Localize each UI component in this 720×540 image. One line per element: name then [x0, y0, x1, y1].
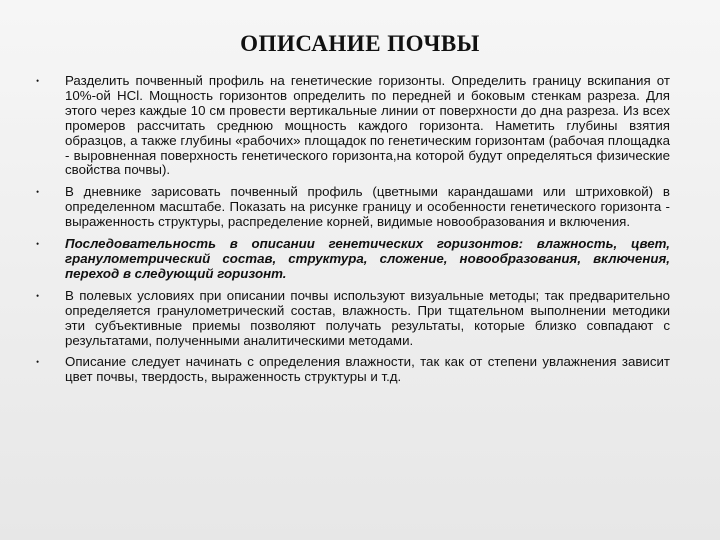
list-item-text: В полевых условиях при описании почвы используют визуальные методы; так предварительно определяется гранулометрический состав, влажность. При тщательном выполнении методики эти субъективные приемы позволяют получать результаты, которые близко совпадают с результатами, полученными аналитическими методами.: [65, 287, 670, 348]
slide-title: ОПИСАНИЕ ПОЧВЫ: [240, 31, 480, 56]
list-item-text: Описание следует начинать с определения влажности, так как от степени увлажнения зависит цвет почвы, твердость, выраженность структуры и т.д.: [65, 354, 670, 385]
bullet-icon: •: [36, 187, 40, 198]
bullet-icon: •: [36, 239, 40, 250]
list-item: [36, 237, 670, 282]
bullet-icon: •: [36, 76, 40, 86]
list-item-text: Разделить почвенный профиль на генетические горизонты. Определить границу вскипания от 10%-ой HCl. Мощность горизонтов определить по передней и боковым стенкам разреза. Для этого через каждые 10 см провести вертикальные линии от поверхности до дна разреза. Из всех промеров рассчитать среднюю мощность каждого горизонта. Наметить глубины взятия образцов, а также глубины «рабочих» площадок по генетическим горизонтам (рабочая площадка - выровненная поверхность генетического горизонта,на которой будут определяться физические свойства почвы).: [65, 73, 670, 178]
list-item: [36, 74, 670, 178]
bullet-icon: •: [36, 290, 40, 301]
list-item-text-emphasis: Последовательность в описании генетических горизонтов: влажность, цвет, гранулометрический состав, структура, сложение, новообразования, включения, переход в следующий горизонт.: [65, 236, 670, 281]
list-item: [36, 185, 670, 230]
list-item-text: В дневнике зарисовать почвенный профиль (цветными карандашами или штриховкой) в определенном масштабе. Показать на рисунке границу и особенности генетического горизонта - выраженность структуры, распределение корней, видимые новообразования и включения.: [65, 184, 670, 230]
bullet-icon: •: [36, 357, 40, 368]
bullet-list: [36, 74, 670, 392]
list-item: [36, 355, 670, 385]
list-item: [36, 289, 670, 349]
